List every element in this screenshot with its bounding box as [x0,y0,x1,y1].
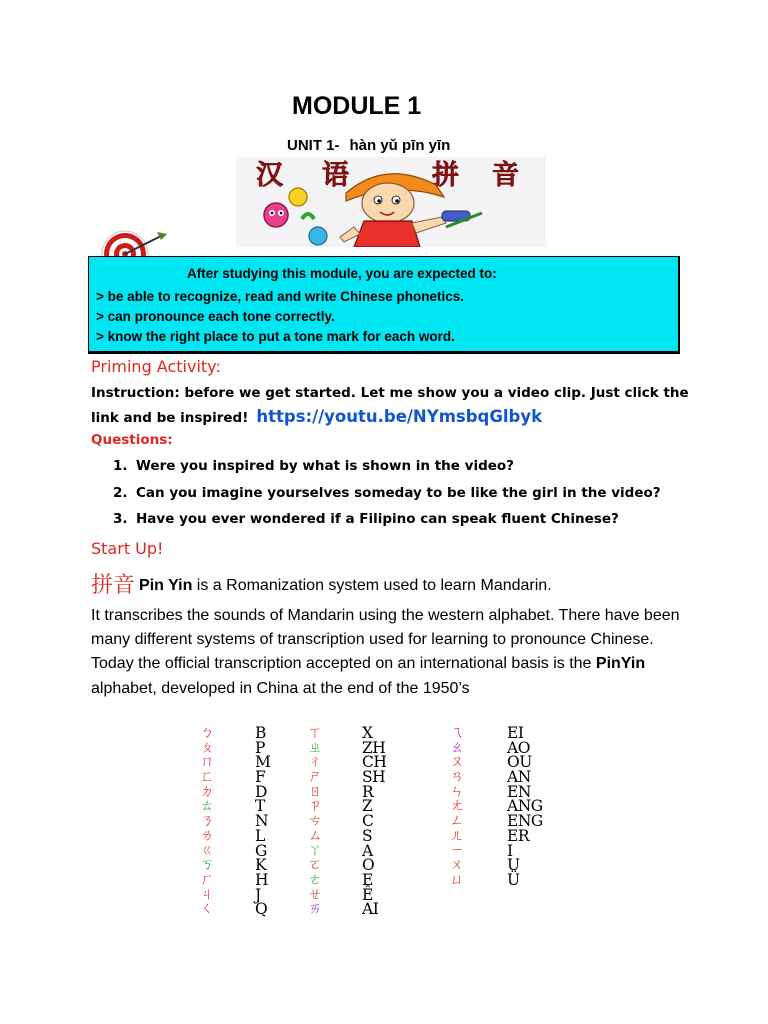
zhuyin-symbol: ㄠ [450,739,464,756]
pinyin-letter: ER [507,826,529,845]
pinyin-letter: J [255,885,261,904]
pinyin-letter: AI [362,900,379,919]
banner-char-3: 拼 [432,160,459,191]
paragraph-text: It transcribes the sounds of Mandarin using the western alphabet. There have been many different systems of transcription used for learning to pronounce Chinese. Today the official transcription accepted on an international basis is the [91,607,680,673]
question-number: 1. [113,458,128,474]
zhuyin-symbol: ㄋ [200,813,214,830]
pinyin-letter: O [362,856,375,875]
pinyin-letter: F [255,768,266,787]
pinyin-letter: H [255,870,269,889]
zhuyin-symbol: ㄎ [200,857,214,874]
questions-list [113,458,661,538]
zhuyin-symbol: ㄌ [200,827,214,844]
zhuyin-symbol: ㄦ [450,827,464,844]
pinyin-letter: EN [507,782,531,801]
learning-target-heading: After studying this module, you are expected to: [187,266,497,281]
pinyin-letter: OU [507,753,532,772]
questions-heading: Questions: [91,432,173,448]
pinyin-letter: D [255,782,267,801]
zhuyin-symbol: ㄨ [450,857,464,874]
zhuyin-symbol: ㄧ [450,842,464,859]
pinyin-letter: M [255,753,271,772]
pinyin-letter: C [362,812,374,831]
unit-heading [287,137,450,154]
question-number: 3. [113,511,128,527]
pinyin-letter: EI [507,724,524,742]
zhuyin-symbol: ㄑ [200,901,214,918]
pinyin-letter: AO [507,738,530,757]
pinyin-letter: K [255,856,267,875]
priming-activity-heading: Priming Activity: [91,357,221,376]
zhuyin-symbol: ㄝ [308,886,322,903]
question-item [113,511,661,538]
unit-label: UNIT 1- [287,137,340,154]
question-text: Have you ever wondered if a Filipino can speak fluent Chinese? [136,511,619,527]
zhuyin-symbol: ㄐ [200,886,214,903]
start-up-heading: Start Up! [91,539,164,558]
zhuyin-symbol: ㄜ [308,871,322,888]
pinyin-chinese-characters: 拼音 [91,573,136,598]
zhuyin-symbol: ㄘ [308,813,322,830]
learning-target-list [96,287,464,347]
cartoon-boy-illustration [236,157,546,247]
zhuyin-symbol: ㄊ [200,798,214,815]
pinyin-letter: Ê [362,885,373,904]
pinyin-letter: SH [362,768,386,787]
pinyin-letter: T [255,797,265,816]
question-item [113,458,661,485]
pinyin-letter: U [507,856,520,875]
zhuyin-symbol: ㄓ [308,739,322,756]
latin-column-1 [255,726,270,917]
paragraph-pinyin-term: PinYin [595,655,646,673]
pinyin-letter: ENG [507,812,543,831]
question-number: 2. [113,484,128,501]
zhuyin-symbol: ㄖ [308,783,322,800]
zhuyin-symbol: ㄈ [200,769,214,786]
pinyin-letter: I [507,841,513,860]
banner-char-4: 音 [492,160,519,191]
zhuyin-symbol: ㄢ [450,769,464,786]
zhuyin-symbol: ㄕ [308,769,322,786]
pinyin-letter: R [362,782,374,801]
banner-char-1: 汉 [256,160,283,191]
zhuyin-symbol: ㄉ [200,783,214,800]
pinyin-letter: Q [255,900,268,919]
pinyin-letter: Z [362,797,373,816]
pinyin-term: Pin Yin [139,577,193,594]
pinyin-letter: CH [362,753,387,772]
pinyin-letter: P [255,738,265,757]
zhuyin-symbol: ㄒ [308,725,322,741]
pinyin-intro [91,568,552,599]
pinyin-letter: X [362,724,373,742]
zhuyin-symbol: ㄍ [200,842,214,859]
pinyin-letter: G [255,841,267,860]
zhuyin-symbol: ㄞ [308,901,322,918]
zhuyin-symbol: ㄅ [200,725,214,741]
pinyin-letter: B [255,724,266,742]
zhuyin-symbol: ㄛ [308,857,322,874]
instruction-text: Instruction: before we get started. Let me show you a video clip. Just click the link and be inspired! [91,385,689,426]
zhuyin-column-1 [200,726,214,917]
zhuyin-symbol: ㄆ [200,739,214,756]
latin-column-3 [507,726,543,888]
unit-topic: hàn yǔ pīn yīn [349,137,451,154]
zhuyin-symbol: ㄡ [450,754,464,771]
module-title: MODULE 1 [292,92,422,120]
zhuyin-column-2 [308,726,322,917]
zhuyin-symbol: ㄔ [308,754,322,771]
pinyin-letter: S [362,826,373,845]
zhuyin-symbol: ㄟ [450,725,464,741]
pinyin-letter: ANG [507,797,543,816]
priming-instruction [91,381,691,430]
learning-target-item: > can pronounce each tone correctly. [96,309,335,324]
pinyin-banner-image [236,157,546,247]
pinyin-letter: L [255,826,265,845]
latin-column-2 [362,726,386,917]
zhuyin-symbol: ㄇ [200,754,214,771]
pinyin-intro-text: is a Romanization system used to learn Mandarin. [192,577,552,594]
question-text: Were you inspired by what is shown in the video? [136,458,514,474]
video-link[interactable]: https://youtu.be/NYmsbqGlbyk [256,407,543,426]
pinyin-letter: Ü [507,870,520,889]
learning-target-item: > be able to recognize, read and write Chinese phonetics. [96,289,464,304]
pinyin-letter: N [255,812,269,831]
paragraph-text-end: alphabet, developed in China at the end of the 1950’s [91,679,470,697]
pinyin-letter: ZH [362,738,386,757]
zhuyin-symbol: ㄤ [450,798,464,815]
zhuyin-column-3 [450,726,464,888]
pinyin-letter: AN [507,768,531,787]
zhuyin-symbol: ㄚ [308,842,322,859]
zhuyin-symbol: ㄙ [308,827,322,844]
question-text: Can you imagine yourselves someday to be like the girl in the video? [136,484,661,501]
zhuyin-symbol: ㄣ [450,783,464,800]
question-item [113,485,661,512]
learning-target-item: > know the right place to put a tone mark for each word. [96,329,455,344]
pinyin-paragraph [91,604,691,701]
pinyin-letter: E [362,870,373,889]
learning-target-box [88,256,680,354]
banner-char-2: 语 [322,160,349,191]
zhuyin-symbol: ㄏ [200,871,214,888]
pinyin-letter: A [362,841,373,860]
zhuyin-symbol: ㄗ [308,798,322,815]
zhuyin-symbol: ㄥ [450,813,464,830]
zhuyin-symbol: ㄩ [450,871,464,888]
